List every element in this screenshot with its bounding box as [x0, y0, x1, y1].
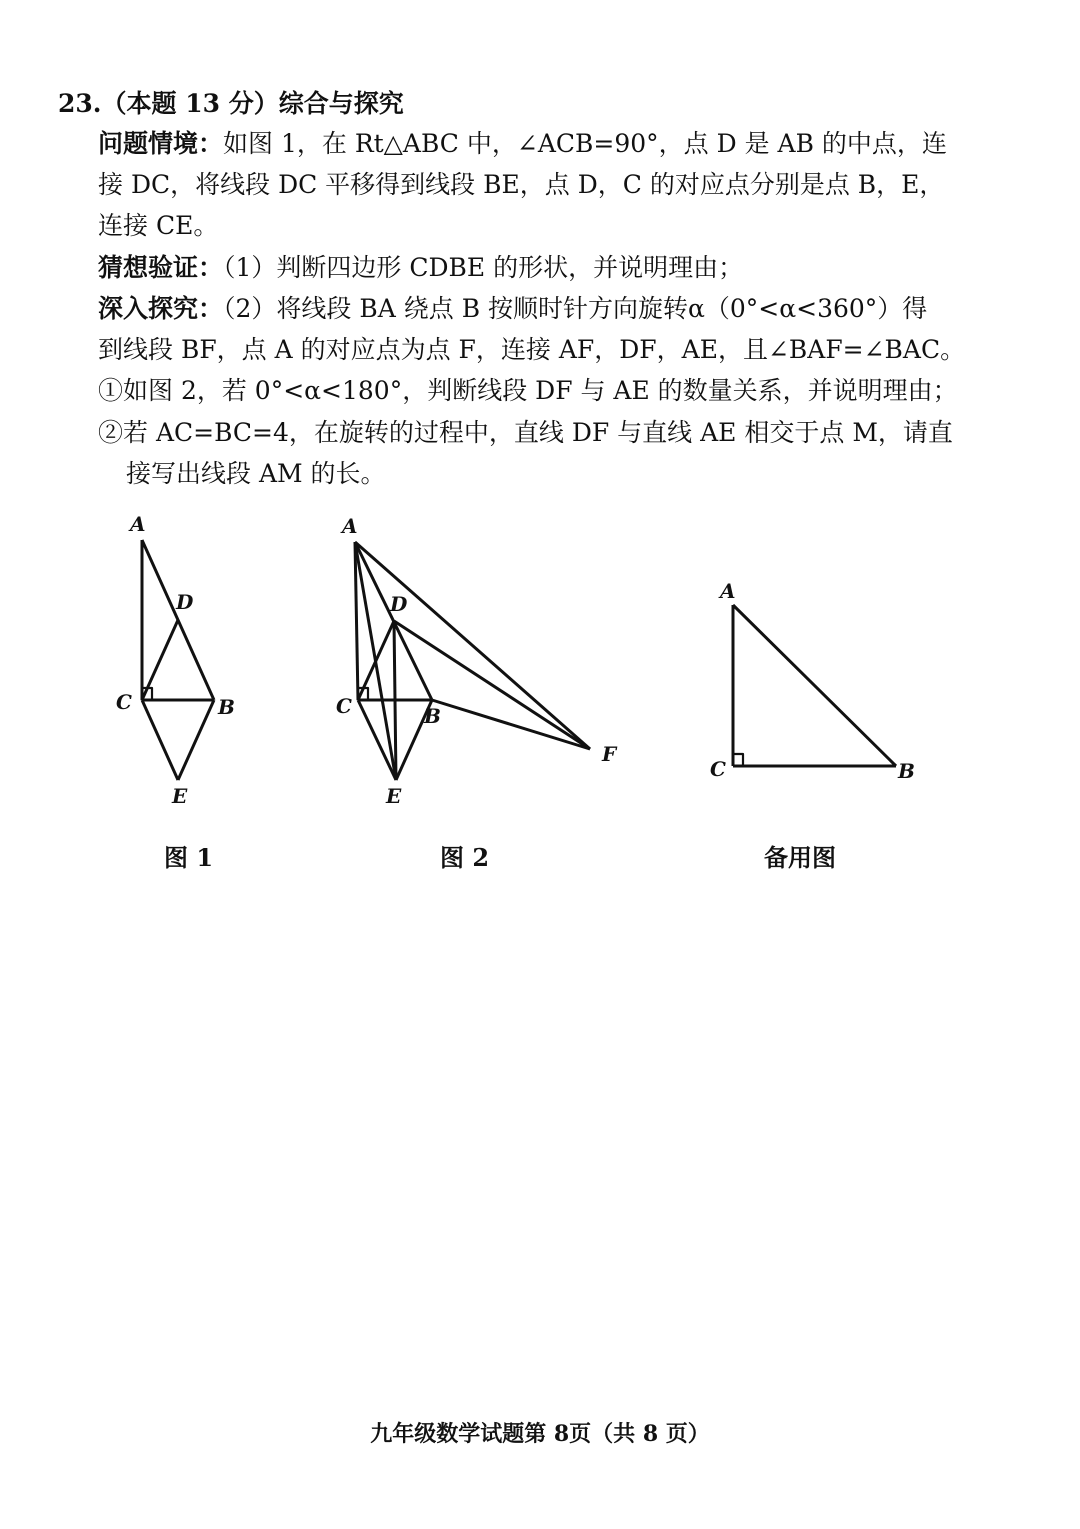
question-number: 23. — [58, 89, 102, 118]
question-header — [58, 84, 404, 120]
sub-question-2: ②若 AC=BC=4，在旋转的过程中，直线 DF 与直线 AE 相交于点 M，请直 接写出线段 AM 的长。 — [98, 418, 953, 488]
page-footer: 九年级数学试题第 8页（共 8 页） — [370, 1421, 710, 1447]
point-label-F: F — [602, 742, 617, 766]
context-label: 问题情境： — [98, 129, 224, 158]
point-label-B: B — [424, 704, 441, 728]
conjecture-text: （1）判断四边形 CDBE 的形状，并说明理由； — [223, 253, 744, 282]
point-label-A: A — [130, 512, 146, 536]
conjecture-label: 猜想验证： — [98, 253, 224, 282]
figure-3 — [700, 570, 930, 800]
figure-2-diagram — [320, 505, 640, 815]
point-label-B: B — [218, 695, 235, 719]
segment-AB — [733, 605, 896, 766]
explore-line-2: 到线段 BF，点 A 的对应点为点 F，连接 AF，DF，AE，且∠BAF=∠BAC。 — [98, 335, 966, 364]
context-line-1: 问题情境：如图 1，在 Rt△ABC 中，∠ACB=90°，点 D 是 AB 的中点，连 — [98, 129, 947, 158]
figure-3-diagram — [700, 570, 930, 800]
point-label-D: D — [176, 590, 194, 614]
point-label-C: C — [116, 690, 132, 714]
question-score: （本题 13 分） — [101, 89, 279, 118]
figure-1 — [100, 505, 260, 815]
segment-BE — [178, 700, 214, 780]
figure-1-diagram — [100, 505, 260, 815]
context-line-2: 接 DC，将线段 DC 平移得到线段 BE，点 D，C 的对应点分别是点 B，E， — [98, 170, 945, 199]
point-label-E: E — [172, 784, 188, 808]
figure-1-caption: 图 1 — [164, 843, 214, 872]
segment-DE — [394, 621, 396, 780]
point-label-B: B — [898, 759, 915, 783]
question-title: 综合与探究 — [278, 89, 404, 118]
figure-2-caption: 图 2 — [440, 843, 490, 872]
sub-question-1: ①如图 2，若 0°<α<180°，判断线段 DF 与 AE 的数量关系，并说明理由； — [98, 376, 958, 405]
point-label-A: A — [342, 514, 358, 538]
segment-CE — [142, 700, 178, 780]
segment-AE — [355, 542, 396, 780]
segment-AF — [355, 542, 590, 749]
conjecture-line — [98, 247, 958, 288]
point-label-A: A — [720, 579, 736, 603]
explore-section — [98, 288, 966, 370]
segment-BF — [432, 700, 590, 749]
segment-AC — [355, 542, 358, 700]
conjecture-section — [98, 247, 958, 288]
explore-label: 深入探究： — [98, 294, 224, 323]
context-line-3: 连接 CE。 — [98, 211, 219, 240]
problem-context — [98, 123, 958, 246]
point-label-D: D — [390, 592, 408, 616]
point-label-E: E — [386, 784, 402, 808]
point-label-C: C — [336, 694, 352, 718]
point-label-C: C — [710, 757, 726, 781]
explore-line-1: 深入探究：（2）将线段 BA 绕点 B 按顺时针方向旋转α（0°<α<360°）得 — [98, 294, 928, 323]
figure-2 — [320, 505, 640, 815]
figure-3-caption: 备用图 — [764, 843, 836, 872]
